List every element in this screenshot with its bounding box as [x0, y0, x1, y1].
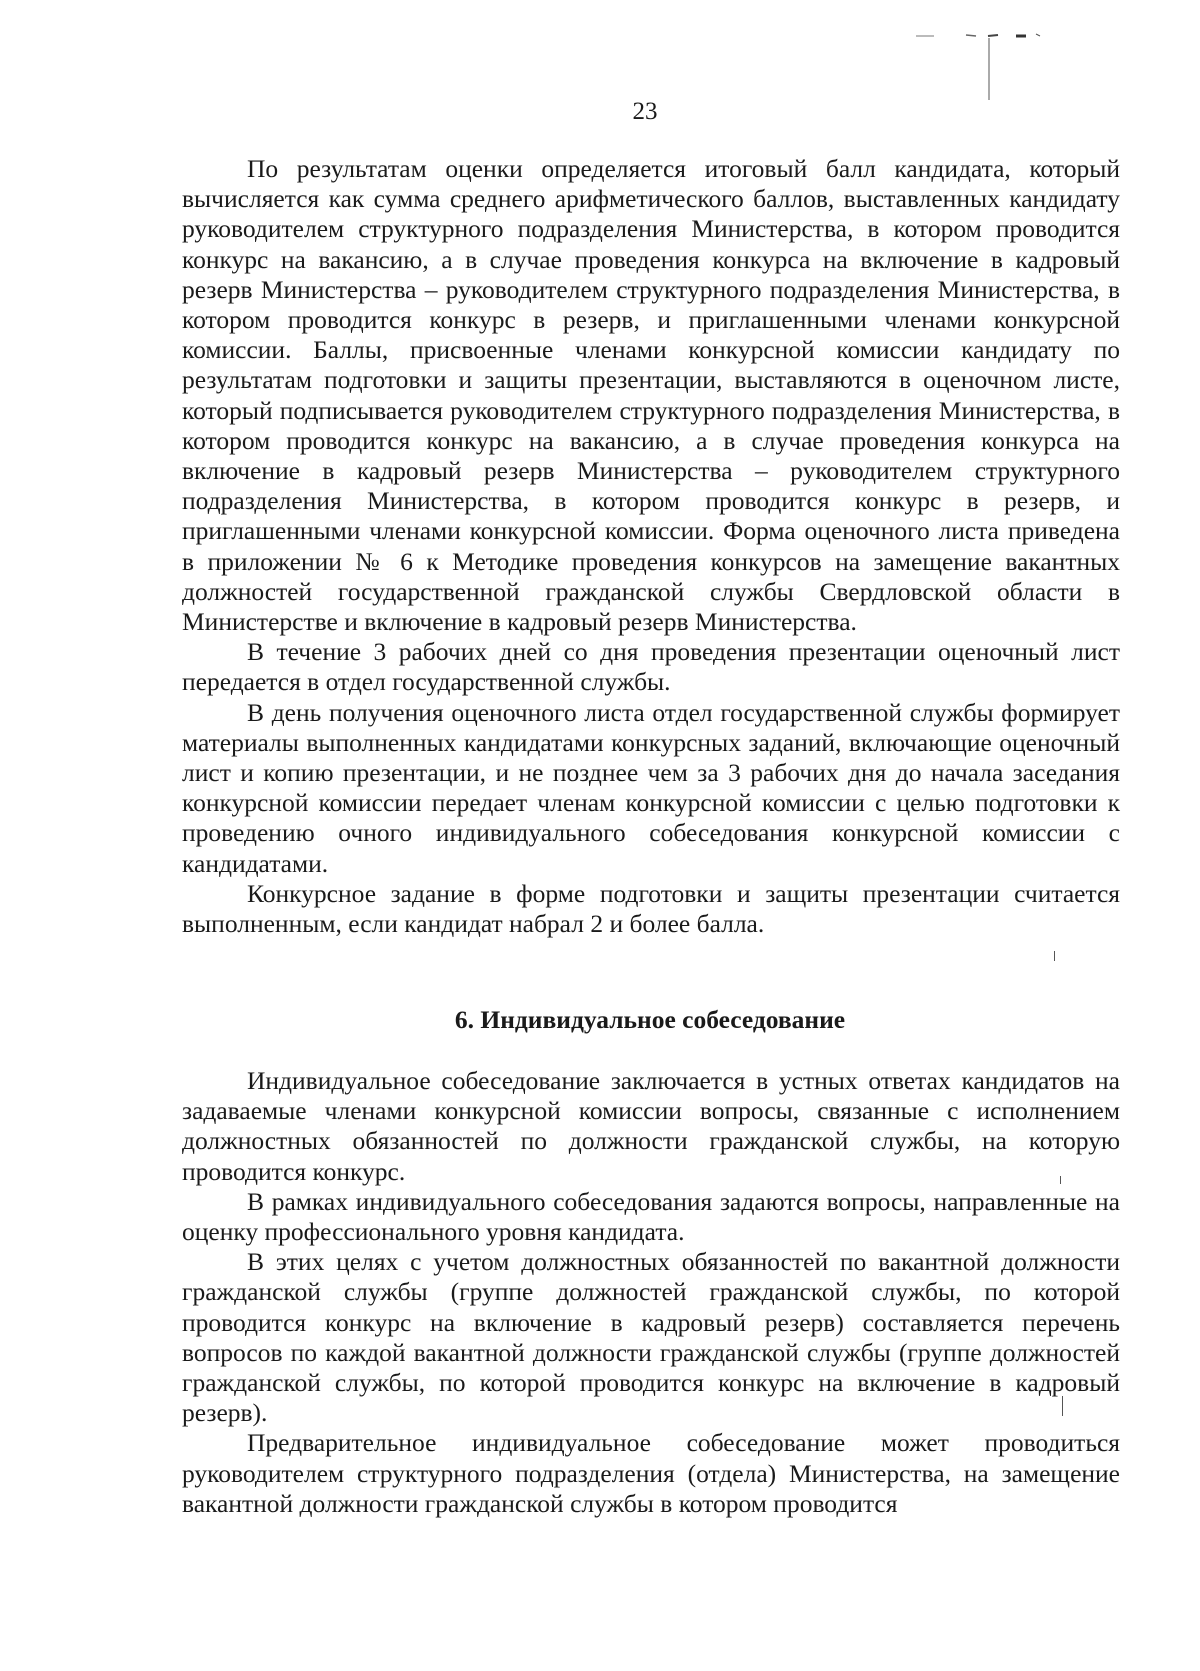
text-block-after-heading	[182, 1066, 1120, 1519]
paragraph: Индивидуальное собеседование заключается в устных ответах кандидатов на задаваемые членами конкурсной комиссии вопросы, связанные с исполнением должностных обязанностей по должности гражданской службы, на которую проводится конкурс.	[182, 1066, 1120, 1186]
scan-tick-mark	[1054, 951, 1055, 961]
paragraph: В течение 3 рабочих дней со дня проведения презентации оценочный лист передается в отдел государственной службы.	[182, 637, 1120, 697]
scan-artifact-marks	[876, 26, 1116, 106]
paragraph: По результатам оценки определяется итоговый балл кандидата, который вычисляется как сумма среднего арифметического баллов, выставленных кандидату руководителем структурного подразделения Министерства, в котором проводится конкурс на вакансию, а в случае проведения конкурса на включение в кадровый резерв Министерства – руководителем структурного подразделения Министерства, в котором проводится конкурс в резерв, и приглашенными членами конкурсной комиссии. Баллы, присвоенные членами конкурсной комиссии кандидату по результатам подготовки и защиты презентации, выставляются в оценочном листе, который подписывается руководителем структурного подразделения Министерства, в котором проводится конкурс на вакансию, а в случае проведения конкурса на включение в кадровый резерв Министерства – руководителем структурного подразделения Министерства, в котором проводится конкурс в резерв, и приглашенными членами конкурсной комиссии. Форма оценочного листа приведена в приложении № 6 к Методике проведения конкурсов на замещение вакантных должностей государственной гражданской службы Свердловской области в Министерстве и включение в кадровый резерв Министерства.	[182, 154, 1120, 637]
page-number: 23	[632, 98, 658, 125]
text-block-before-heading	[182, 154, 1120, 939]
paragraph: В день получения оценочного листа отдел государственной службы формирует материалы выполненных кандидатами конкурсных заданий, включающие оценочный лист и копию презентации, и не позднее чем за 3 рабочих дня до начала заседания конкурсной комиссии передает членам конкурсной комиссии с целью подготовки к проведению очного индивидуального собеседования конкурсной комиссии с кандидатами.	[182, 697, 1120, 878]
paragraph: Предварительное индивидуальное собеседование может проводиться руководителем структурного подразделения (отдела) Министерства, на замещение вакантной должности гражданской службы в котором проводится	[182, 1428, 1120, 1518]
paragraph: В рамках индивидуального собеседования задаются вопросы, направленные на оценку профессионального уровня кандидата.	[182, 1186, 1120, 1247]
paragraph: Конкурсное задание в форме подготовки и защиты презентации считается выполненным, если кандидат набрал 2 и более балла.	[182, 878, 1120, 939]
paragraph: В этих целях с учетом должностных обязанностей по вакантной должности гражданской службы (группе должностей гражданской службы, по которой проводится конкурс на включение в кадровый резерв) составляется перечень вопросов по каждой вакантной должности гражданской службы (группе должностей гражданской службы, по которой проводится конкурс на включение в кадровый резерв).	[182, 1247, 1120, 1428]
section-heading: 6. Индивидуальное собеседование	[454, 1005, 846, 1034]
